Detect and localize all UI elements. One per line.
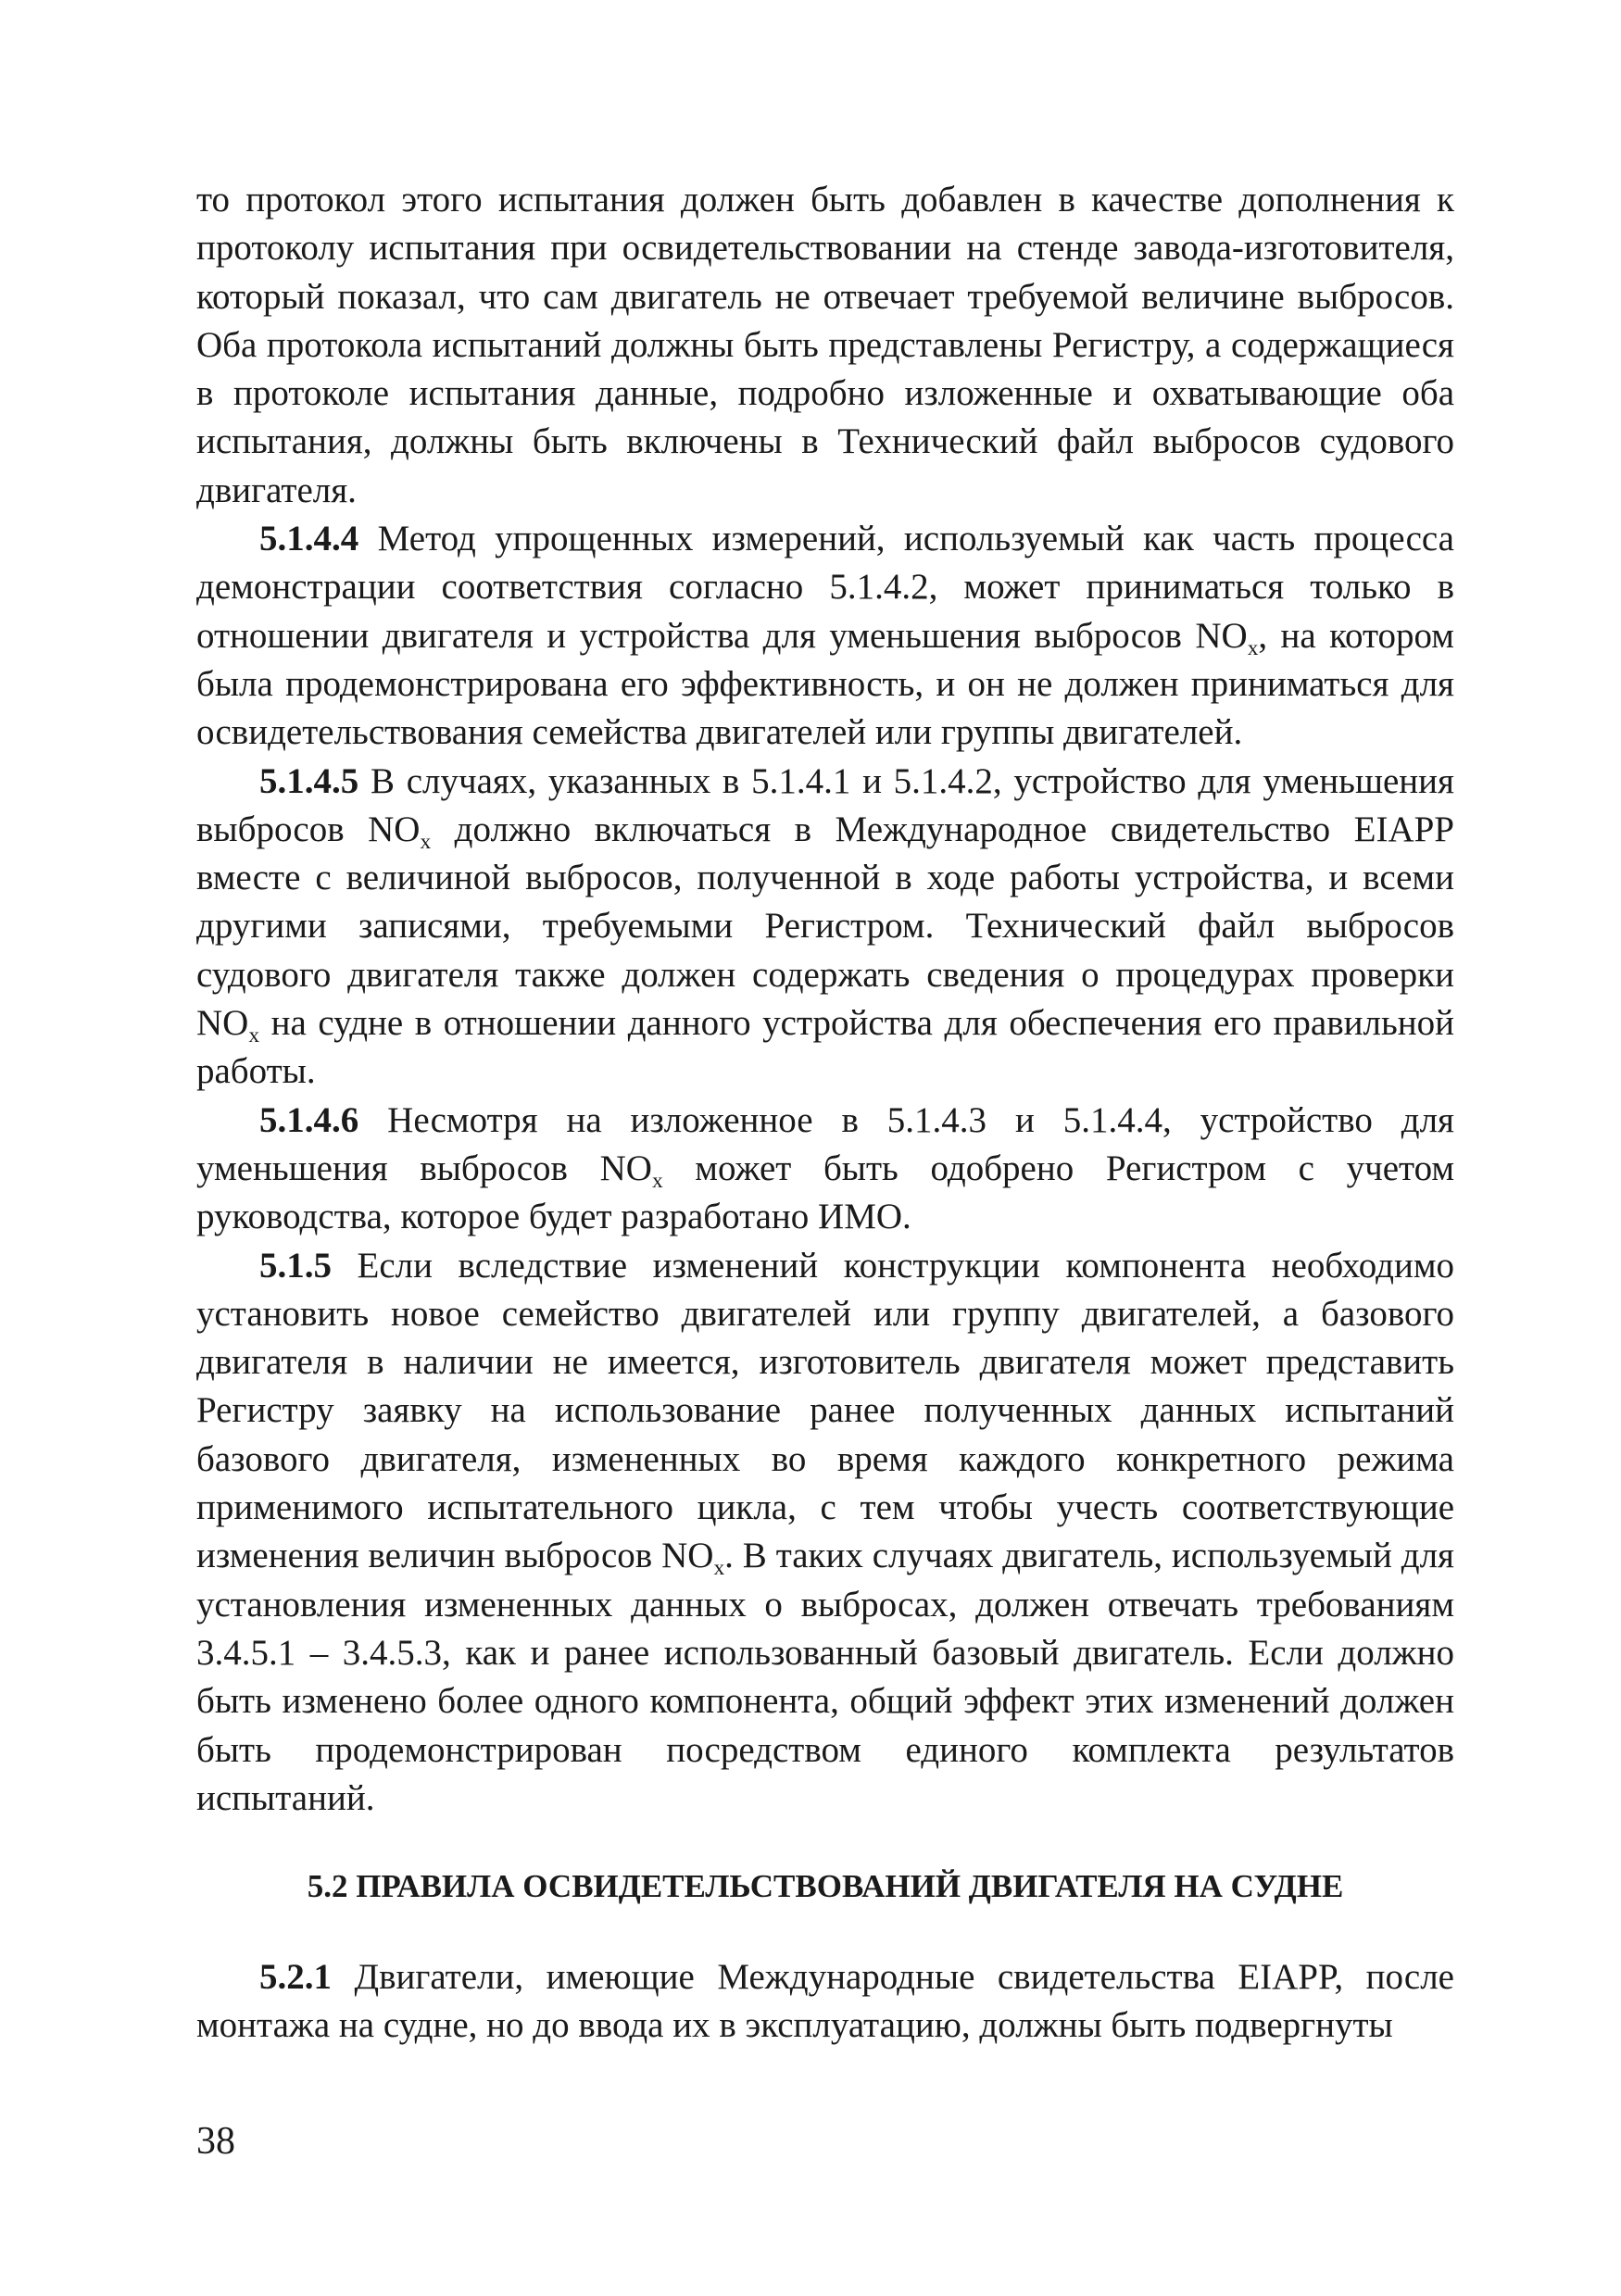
paragraph-text: на судне в отношении данного устройства для обеспечения его правильной работы. <box>196 1003 1454 1092</box>
subscript: x <box>651 1169 663 1194</box>
page-body <box>196 176 1454 2051</box>
paragraph-text: Двигатели, имеющие Международные свидетельства EIAPP, после монтажа на судне, но до ввода их в эксплуатацию, должны быть подвергнуты <box>196 1957 1454 2046</box>
paragraph-text: должно включаться в Международное свидетельство EIAPP вместе с величиной выбросов, полученной в ходе работы устройства, и всеми другими записями, требуемыми Регистром. Технический файл выбросов судового двигателя также должен содержать сведения о процедурах проверки NO <box>196 809 1454 1044</box>
paragraph-5-1-5 <box>196 1242 1454 1824</box>
paragraph-text: . В таких случаях двигатель, используемый для установления измененных данных о выбросах, должен отвечать требованиям 3.4.5.1 – 3.4.5.3, как и ранее использованный базовый двигатель. Если должно быть изменено более одного компонента, общий эффект этих изменений должен быть продемонстрирован посредством единого комплекта результатов испытаний. <box>196 1536 1454 1818</box>
clause-number: 5.1.4.4 <box>259 519 359 559</box>
paragraph-continuation: то протокол этого испытания должен быть добавлен в качестве дополнения к протоколу испытания при освидетельствовании на стенде завода-изготовителя, который показал, что сам двигатель не отвечает требуемой величине выбросов. Оба протокола испытаний должны быть представлены Регистру, а содержащиеся в протоколе испытания данные, подробно изложенные и охватывающие оба испытания, должны быть включены в Технический файл выбросов судового двигателя. <box>196 180 1454 510</box>
paragraph-text: Если вследствие изменений конструкции компонента необходимо установить новое семейство двигателей или группу двигателей, а базового двигателя в наличии не имеется, изготовитель двигателя может представить Регистру заявку на использование ранее полученных данных испытаний базового двигателя, измененных во время каждого конкретного режима применимого испытательного цикла, с тем чтобы учесть соответствующие изменения величин выбросов NO <box>196 1245 1454 1576</box>
paragraph-5-1-4-4 <box>196 515 1454 757</box>
paragraph-5-1-4-5 <box>196 758 1454 1097</box>
paragraph-5-1-4-6 <box>196 1097 1454 1242</box>
clause-number: 5.1.4.6 <box>259 1099 359 1140</box>
section-heading: 5.2 ПРАВИЛА ОСВИДЕТЕЛЬСТВОВАНИЙ ДВИГАТЕЛЯ НА СУДНЕ <box>307 1868 1344 1905</box>
paragraph-text: В случаях, указанных в 5.1.4.1 и 5.1.4.2, устройство для уменьшения выбросов NO <box>196 760 1454 849</box>
clause-number: 5.1.4.5 <box>259 760 359 801</box>
paragraph-text: , на котором была продемонстрирована его эффективность, и он не должен приниматься для освидетельствования семейства двигателей или группы двигателей. <box>196 615 1454 753</box>
page-number: 38 <box>196 2120 235 2163</box>
paragraph-text: Метод упрощенных измерений, используемый как часть процесса демонстрации соответствия согласно 5.1.4.2, может приниматься только в отношении двигателя и устройства для уменьшения выбросов NO <box>196 519 1454 656</box>
subscript: x <box>420 830 432 855</box>
paragraph-text: Несмотря на изложенное в 5.1.4.3 и 5.1.4.4, устройство для уменьшения выбросов NO <box>196 1099 1454 1188</box>
subscript: x <box>1247 635 1259 660</box>
paragraph-text: может быть одобрено Регистром с учетом руководства, которое будет разработано ИМО. <box>196 1148 1455 1237</box>
subscript: x <box>248 1023 260 1048</box>
clause-number: 5.1.5 <box>259 1245 332 1286</box>
subscript: x <box>713 1556 725 1581</box>
clause-number: 5.2.1 <box>259 1957 332 1998</box>
paragraph-5-2-1 <box>196 1953 1454 2051</box>
